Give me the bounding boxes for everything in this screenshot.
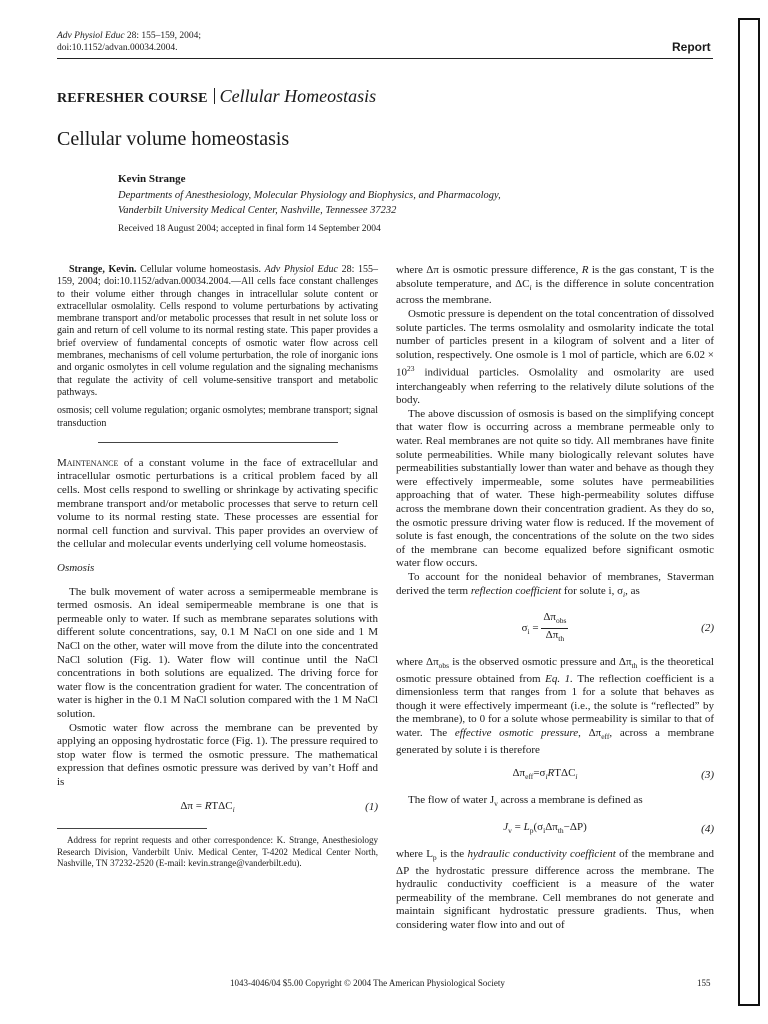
section-divider [214,88,215,104]
text-run: , as [625,584,640,597]
paragraph: where $L_p$ is the hydraulic conductivity coefficient of the membrane and ΔP the hydrostatic pressure difference across the membrane. The hydraulic conductivity coefficient is a measure of the water permeability of the membrane. Cell membranes do not generate and maintain significant hydrostatic pressure gradients. Thus, when considering water flow into and out of [396,847,715,931]
equation-number: (1) [365,801,378,814]
abstract-body: All cells face constant challenges to their volume either through changes in intracellular solute content or extracellular osmolality. Cells respond to volume perturbations by activating membrane transport and/or metabolic processes that result in net solute loss or gain and return of cell volume to its normal resting state. This paper provides a brief overview of fundamental concepts of osmotic water flow across cell membranes, mechanisms of cell volume perturbation, the role of inorganic ions and organic osmolytes in cell volume regulation and the signaling mechanisms that regulate the activity of cell volume-sensitive transport and metabolic pathways. [57,276,378,398]
text-run: where L [396,847,433,860]
report-label: Report [672,40,711,54]
abstract [57,264,378,399]
text-run: for solute i, σ [563,584,623,597]
equation-expression: $J_v = L_p(\sigma_i\Delta\pi_{th}-\Delta P)$ [503,820,587,836]
text-run: The reflection coefficient is a dimensionless term that ranges from 1 for a solute that behaves as though it were effectively impermeant (i.e., the solute is “reflected” by the membrane), to 0 for a solute whose permeability is similar to that of water. The [396,672,714,739]
equation-expression: $\Delta\pi_{eff}=\sigma_iRT\Delta C_i$ [512,767,578,782]
equation-expression: $\sigma_i$ = $\frac{\Delta\pi_{obs}}{\Delta\pi_{th}}$ [396,611,694,646]
text-run: is the [440,847,465,860]
text-run: of the membrane and ΔP the hydrostatic pressure difference across the membrane. The hydraulic conductivity coefficient is a measure of the water permeability of the membrane. Cell membranes do not generate and maintain significant hydrostatic pressure gradients. Thus, when considering water flow into and out of [396,847,715,931]
equation-number: (4) [701,822,714,835]
text-run: is the observed osmotic pressure and Δπ [452,655,632,668]
footnote-rule [57,828,207,829]
right-column [396,264,714,932]
equation-number: (3) [701,768,714,781]
volume-pages: 28: 155–159, 2004; [126,31,202,41]
paragraph: The flow of water $J_v$ across a membrane is defined as [408,794,643,809]
paragraph: Osmotic water flow across the membrane can be prevented by applying an opposing hydrostatic force (Fig. 1). The pressure required to stop water flow is termed the osmotic pressure. The mathematical expression that defines osmotic pressure was derived by van’t Hoff and is [57,721,378,788]
abstract-author: Strange, Kevin. [69,264,137,275]
doi: doi:10.1152/advan.00034.2004. [57,43,178,53]
affiliation [118,188,638,218]
abstract-citation: 28: 155–159, 2004; doi:10.1152/advan.00034.2004.— [57,264,379,288]
text-run: where Δπ is osmotic pressure difference, [396,264,579,276]
text-run: , across a membrane generated by solute i is therefore [396,727,714,756]
text-run: is the gas constant, T is the absolute temperature, and ΔC [396,264,714,290]
paragraph: where Δπ is osmotic pressure difference, R is the gas constant, T is the absolute temperature, and $\Delta C_i$ is the difference in solute concentration across the membrane. [396,264,715,307]
paragraph: To account for the nonideal behavior of membranes, Staverman derived the term reflection coefficient for solute i, $\sigma_i$, as [396,570,714,599]
paragraph: Osmotic pressure is dependent on the total concentration of dissolved solute particles. The terms osmolality and osmolarity indicate the total number of particles present in a kilogram of solvent and a liter of solution, respectively. One osmole is 1 mol of particle, which are $6.02 \times 10^{23}$ individual particles. Osmolality and osmolarity are used interchangeably when referring to the relatively dilute solutions of the body. [396,307,715,407]
author-name: Kevin Strange [118,173,186,185]
fraction: $\frac{\Delta\pi_{obs}}{\Delta\pi_{th}}$ [543,611,567,644]
text-run: across a membrane is defined as [500,794,643,807]
keywords: osmosis; cell volume regulation; organic osmolytes; membrane transport; signal transduction [57,405,378,429]
article-title: Cellular volume homeostasis [57,128,290,150]
equation-2 [396,611,714,646]
text-run: The flow of water J [408,794,495,807]
equation-number: (2) [701,621,714,634]
subhead-osmosis: Osmosis [57,562,95,575]
abstract-rule [98,442,338,443]
paragraph: where $\Delta\pi_{obs}$ is the observed osmotic pressure and $\Delta\pi_{th}$ is the theoretical osmotic pressure obtained from Eq. 1. The reflection coefficient is a dimensionless term that ranges from 1 for a solute that behaves as though it were effectively impermeant (i.e., the solute is “reflected” by the membrane), to 0 for a solute whose permeability is similar to that of water. The effective osmotic pressure, $\Delta\pi_{eff}$, across a membrane generated by solute i is therefore [396,655,714,756]
affiliation-line: Departments of Anesthesiology, Molecular Physiology and Biophysics, and Pharmacology, [118,190,501,201]
term-reflection-coefficient: reflection coefficient [470,584,562,597]
equation-expression: $\Delta\pi = RT\Delta C_i$ [180,799,235,814]
page-number: 155 [697,978,711,988]
text-run: , Δπ [578,727,602,739]
intro-text: of a constant volume in the face of extracellular and intracellular osmotic perturbations is a critical problem faced by all cells. Most cells respond to swelling or shrinkage by activating specific membrane transport and/or metabolic processes that serve to return cell volume to its normal resting state. These processes are essential for normal cell function and survival. This paper provides an overview of the cellular and molecular events underlying cell volume homeostasis. [57,456,379,551]
margin-sidebar-box [738,18,760,1006]
section-heading [57,86,376,107]
abstract-journal: Adv Physiol Educ [264,264,338,275]
left-column [57,264,378,869]
affiliation-line: Vanderbilt University Medical Center, Nashville, Tennessee 37232 [118,205,397,216]
footnote: Address for reprint requests and other correspondence: K. Strange, Anesthesiology Research Division, Vanderbilt Univ. Medical Center, T-4202 Medical Center North, Nashville, TN 37232-2520 (E-mail: kevin.strange@vanderbilt.edu). [57,835,378,868]
opening-word: Maintenance [57,456,119,469]
journal-name: Adv Physiol Educ [57,31,125,41]
intro-paragraph [57,457,378,552]
term-hydraulic-conductivity: hydraulic conductivity coefficient [467,847,616,860]
paragraph: The above discussion of osmosis is based on the simplifying concept that water flow is occurring across a membrane permeable only to water. Real membranes are not quite so tidy. All membranes have finite solute permeabilities. While many biologically relevant solutes have permeabilities substantially lower than water and behave as though they were effectively impermeable, some solutes have permeabilities approaching that of water. These high-permeability solutes diffuse across the membrane down their concentration gradient. As they do so, the osmotic pressure driving water flow is reduced. If the movement of solute is fast enough, the concentrations of the solute on the two sides of the membrane can become equalized before significant osmotic water flow occurs. [396,407,714,570]
header-rule [57,58,713,59]
text-run: individual particles. Osmolality and osmolarity are used interchangeably when referring to the relatively dilute solutions of the body. [396,367,715,407]
text-run: To account for the nonideal behavior of membranes, Staverman derived the term [396,570,714,597]
paragraph: The bulk movement of water across a semipermeable membrane is termed osmosis. An ideal semipermeable membrane is one that is permeable only to water. If such as membrane separates solutions with different solute concentrations, say, 0.1 M NaCl on one side and 1 M NaCl on the other, water will move from the dilute into the concentrated NaCl solution (Fig. 1). Water flow will continue until the NaCl concentrations in both solutions are equalized. The driving force for water flow is the concentration gradient for water. The concentration of water is higher in the 0.1 M NaCl solution compared with the 1 M NaCl solution. [57,585,378,720]
term-effective-osmotic-pressure: effective osmotic pressure [454,727,579,739]
equation-4 [396,821,714,838]
text-run: where Δπ [396,655,439,668]
text-run: is the theoretical osmotic pressure obtained from [396,655,714,685]
citation-header [57,30,201,54]
received-dates: Received 18 August 2004; accepted in final form 14 September 2004 [118,224,381,234]
copyright-footer: 1043-4046/04 $5.00 Copyright © 2004 The American Physiological Society [230,978,505,988]
refresher-course-label: REFRESHER COURSE [57,91,208,106]
text-run: is the difference in solute concentration across the membrane. [396,277,715,307]
course-name: Cellular Homeostasis [219,86,377,106]
equation-reference: Eq. 1. [545,672,573,685]
abstract-title-ref: Cellular volume homeostasis. [140,264,262,275]
text-run: Osmotic pressure is dependent on the total concentration of dissolved solute particles. The terms osmolality and osmolarity indicate the total number of particles present in a kilogram of solvent and a liter of solution, respectively. One osmole is 1 mol of particle, which are 6.02 × 10 [396,307,714,379]
equation-1 [57,800,378,817]
equation-3 [396,767,714,784]
